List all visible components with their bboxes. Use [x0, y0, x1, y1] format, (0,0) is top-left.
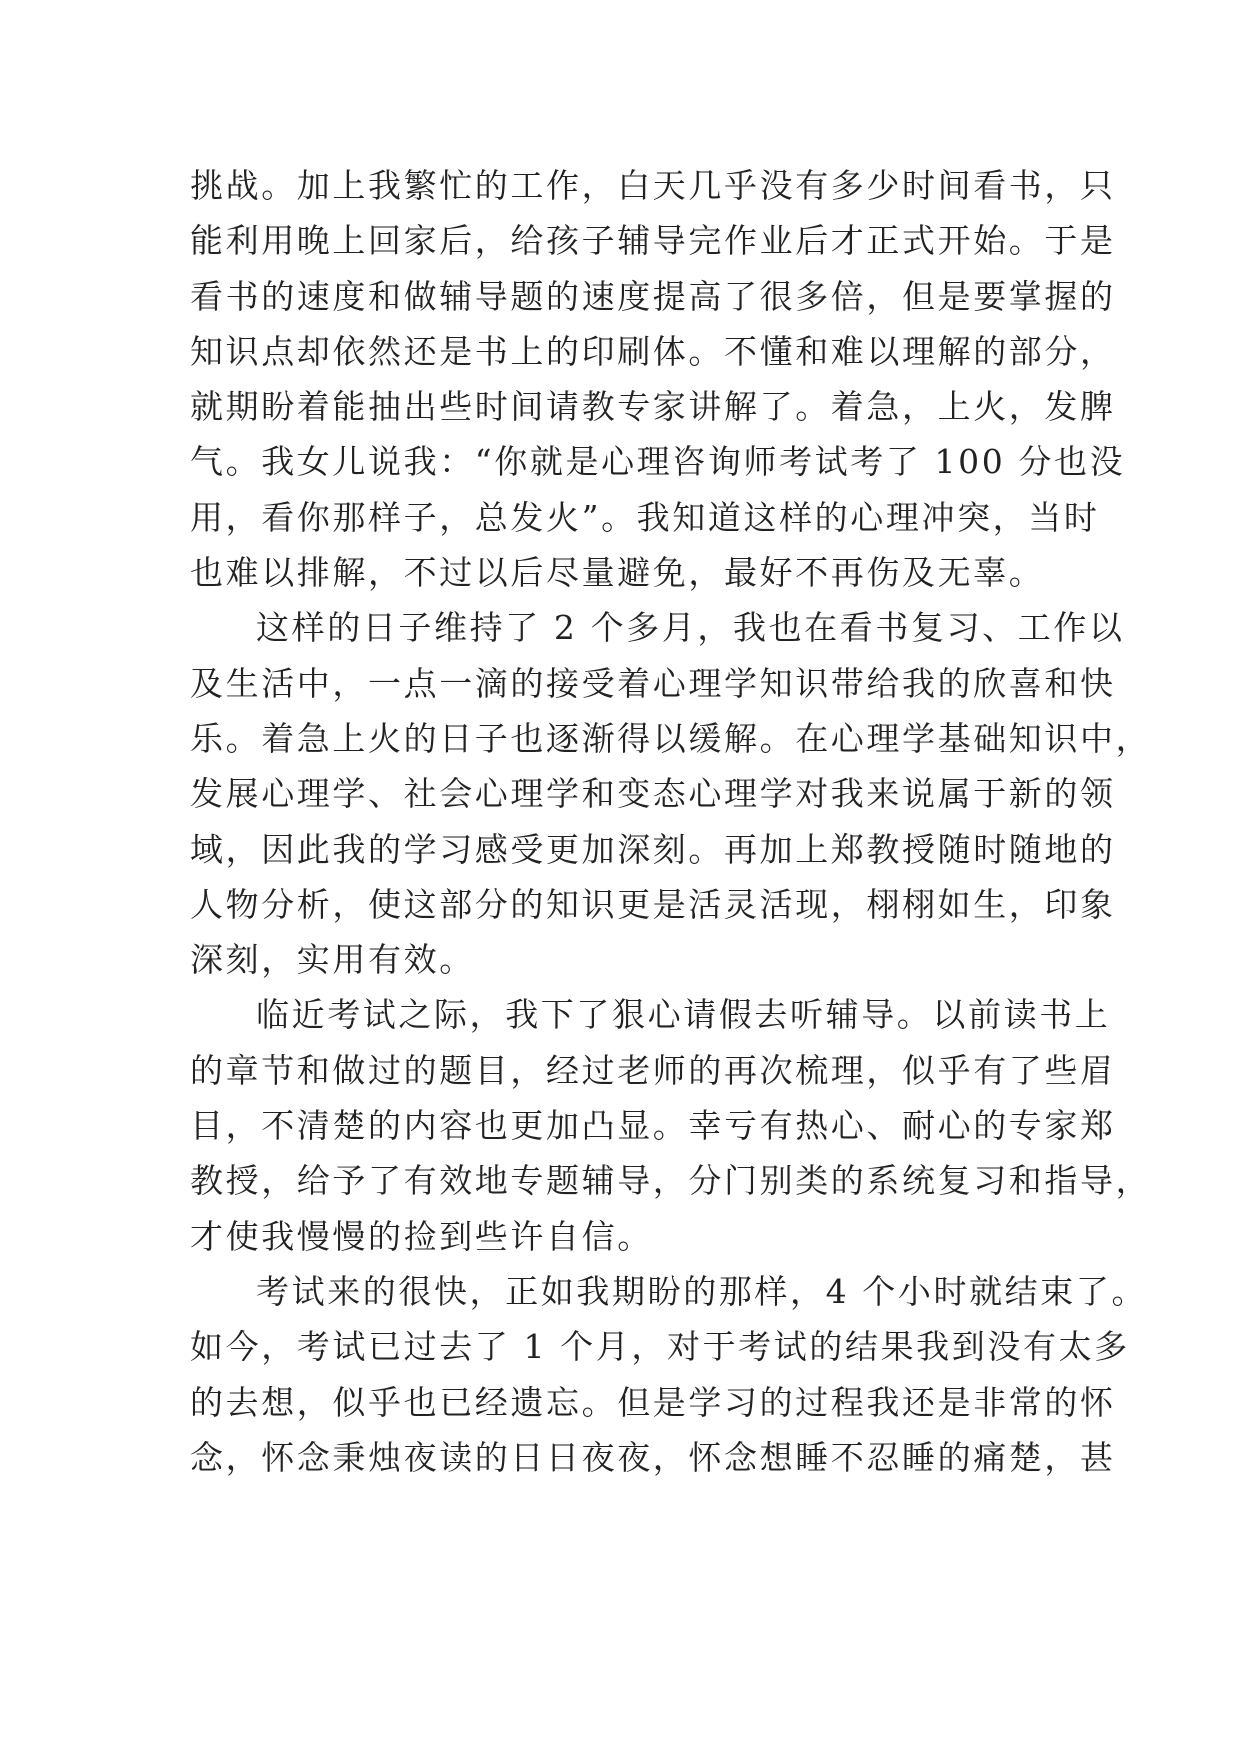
text-line: 考试来的很快，正如我期盼的那样，4 个小时就结束了。: [256, 1271, 1148, 1311]
text-line: 能利用晚上回家后，给孩子辅导完作业后才正式开始。于是: [190, 221, 1116, 261]
text-line: 及生活中，一点一滴的接受着心理学知识带给我的欣喜和快: [190, 663, 1116, 703]
text-line: 知识点却依然还是书上的印刷体。不懂和难以理解的部分，: [190, 331, 1116, 371]
text-line: 深刻，实用有效。: [190, 940, 475, 980]
text-line: 的章节和做过的题目，经过老师的再次梳理，似乎有了些眉: [190, 1050, 1116, 1090]
text-line: 念，怀念秉烛夜读的日日夜夜，怀念想睡不忍睡的痛楚，甚: [190, 1437, 1116, 1477]
text-line: 气。我女儿说我：“你就是心理咨询师考试考了 100 分也没: [190, 442, 1126, 482]
text-line: 也难以排解，不过以后尽量避免，最好不再伤及无辜。: [190, 553, 1045, 593]
text-line: 如今，考试已过去了 1 个月，对于考试的结果我到没有太多: [190, 1327, 1130, 1367]
text-line: 就期盼着能抽出些时间请教专家讲解了。着急，上火，发脾: [190, 387, 1116, 427]
text-line: 的去想，似乎也已经遗忘。但是学习的过程我还是非常的怀: [190, 1382, 1116, 1422]
body-text: [190, 158, 1152, 1485]
text-line: 乐。着急上火的日子也逐渐得以缓解。在心理学基础知识中，: [190, 718, 1152, 758]
text-line: 看书的速度和做辅导题的速度提高了很多倍，但是要掌握的: [190, 276, 1116, 316]
text-line: 这样的日子维持了 2 个多月，我也在看书复习、工作以: [256, 608, 1125, 648]
text-line: 临近考试之际，我下了狠心请假去听辅导。以前读书上: [256, 995, 1111, 1035]
text-line: 发展心理学、社会心理学和变态心理学对我来说属于新的领: [190, 774, 1116, 814]
text-line: 域，因此我的学习感受更加深刻。再加上郑教授随时随地的: [190, 829, 1116, 869]
text-line: 用，看你那样子，总发火”。我知道这样的心理冲突，当时: [190, 497, 1100, 537]
text-line: 才使我慢慢的捡到些许自信。: [190, 1216, 653, 1256]
text-line: 挑战。加上我繁忙的工作，白天几乎没有多少时间看书，只: [190, 166, 1116, 205]
text-line: 人物分析，使这部分的知识更是活灵活现，栩栩如生，印象: [190, 884, 1116, 924]
text-line: 教授，给予了有效地专题辅导，分门别类的系统复习和指导，: [190, 1161, 1152, 1201]
text-line: 目，不清楚的内容也更加凸显。幸亏有热心、耐心的专家郑: [190, 1106, 1116, 1146]
